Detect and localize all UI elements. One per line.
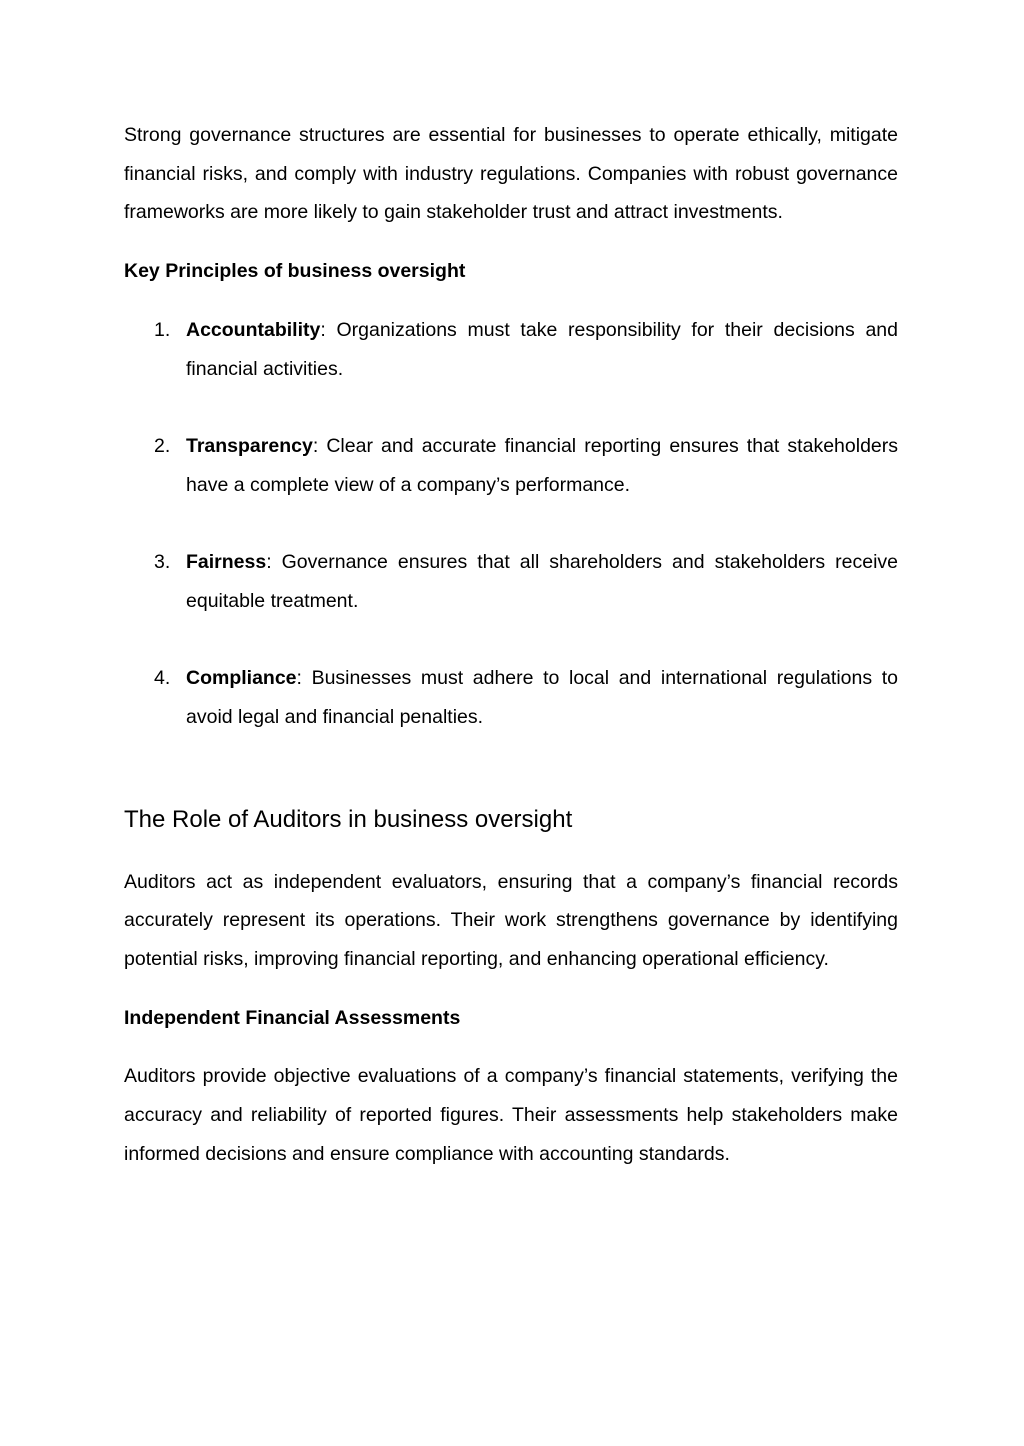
list-item-text: : Clear and accurate financial reporting ensures that stakeholders have a complete view of a company’s performance. <box>186 434 898 496</box>
list-item-term: Transparency <box>186 434 313 457</box>
document-page <box>124 116 898 1173</box>
list-item-number: 3. <box>154 551 171 573</box>
list-item-term: Fairness <box>186 551 267 573</box>
list-item-text: : Organizations must take responsibility for their decisions and financial activities. <box>186 318 898 380</box>
intro-paragraph: Strong governance structures are essential for businesses to operate ethically, mitigate financial risks, and comply with industry regulations. Companies with robust governance frameworks are more likely to gain stakeholder trust and attract investments. <box>124 124 898 224</box>
list-item-text: : Businesses must adhere to local and international regulations to avoid legal and financial penalties. <box>186 667 898 728</box>
list-item <box>124 543 898 620</box>
list-item <box>124 427 898 504</box>
principles-heading: Key Principles of business oversight <box>124 260 466 283</box>
list-item <box>124 311 898 388</box>
list-item-term: Accountability <box>186 318 321 341</box>
list-item-number: 1. <box>154 318 171 341</box>
list-item-term: Compliance <box>186 667 297 690</box>
auditors-paragraph: Auditors act as independent evaluators, ensuring that a company’s financial records accurately represent its operations. Their work strengthens governance by identifying potential risks, improving financial reporting, and enhancing operational efficiency. <box>124 870 898 970</box>
assessments-heading: Independent Financial Assessments <box>124 1006 461 1029</box>
list-item <box>124 659 898 736</box>
list-item-text: : Governance ensures that all shareholders and stakeholders receive equitable treatment. <box>186 551 898 612</box>
list-item-number: 4. <box>154 667 171 690</box>
section-title: The Role of Auditors in business oversight <box>124 805 573 833</box>
list-item-number: 2. <box>154 434 171 457</box>
principles-list <box>124 311 898 737</box>
assessments-paragraph: Auditors provide objective evaluations of a company’s financial statements, verifying the accuracy and reliability of reported figures. Their assessments help stakeholders make informed decisions and ensure compliance with accounting standards. <box>124 1065 898 1165</box>
